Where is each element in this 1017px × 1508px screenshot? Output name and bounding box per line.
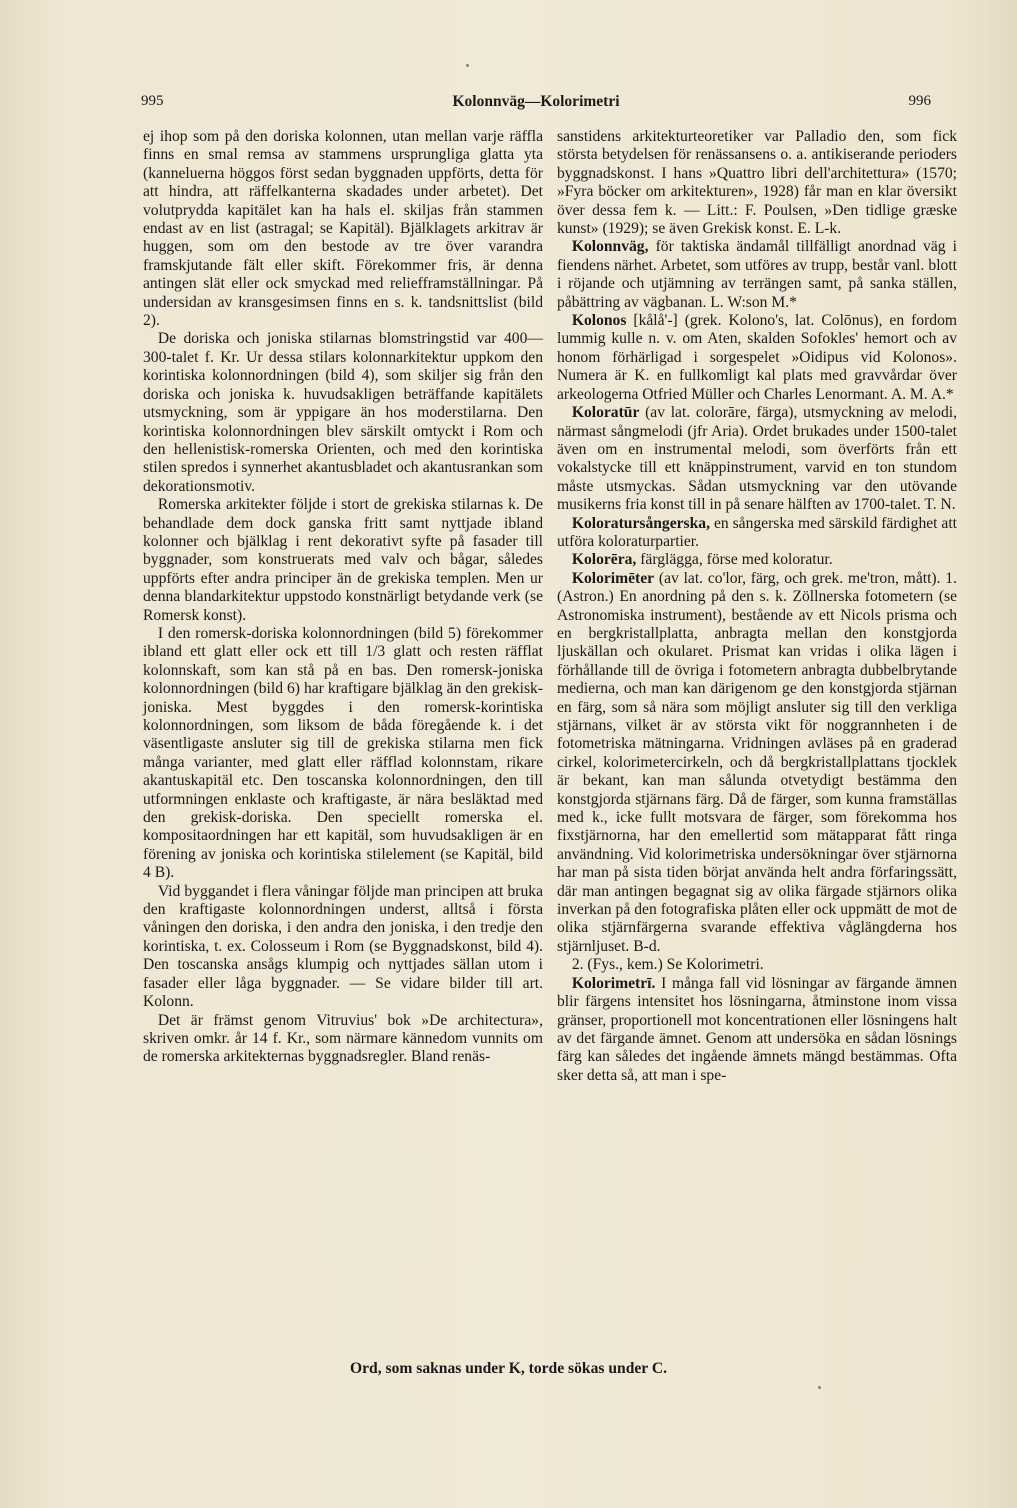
paragraph (557, 312, 957, 404)
entry-text: [kålå'-] (grek. Kolono's, lat. Colōnus), en fordom lummig kulle n. v. om Aten, skalden Sofokles' hemort och av honom förhärligad i sorgespelet »Oidipus vid Kolonos». Numera är K. en fullkomligt kal plats med gravvårdar över arkeologerna Otfried Müller och Charles Lenormant. A. M. A.* (557, 312, 958, 403)
paper-speck (818, 1386, 821, 1389)
entry-text: (av lat. co'lor, färg, och grek. me'tron, mått). 1. (Astron.) En anordning på den s. k. Zöllnerska fotometern (se Astronomiska instrument), bestående av ett Nicols prisma och en bergkristallplatta, anbragta mellan den konstgjorda ljuskällan och okularet. Prismat kan vridas i olika lägen i förhållande till de övriga i fotometern anbragta dubbelbrytande medierna, och man kan därigenom ge den konstgjorda stjärnan en färg, som så nära som möjligt ansluter sig till den verkliga stjärnans, vilket är av största vikt för noggrannheten i de fotometriska mätningarna. Vridningen avläses på en graderad cirkel, kolorimetercirkeln, och då bergkristallplattans tjocklek är bekant, kan man sålunda otvetydigt bestämma den konstgjorda stjärnans färg. Då de färger, som kunna framställas med k., icke fullt motsvara de färger, som förekomma hos fixstjärnorna, har den emellertid som mätapparat fått ringa användning. Vid kolorimetriska undersökningar över stjärnorna har man på sista tiden börjat använda helt andra förfaringssätt, där man antingen begagnat sig av olika färgade stjärnors olika inverkan på den fotografiska plåten eller ock uppmätt de mot de olika stjärnfärgerna svarande effektiva våglängderna hos stjärnljuset. B-d. (557, 569, 957, 955)
entry-headword: Koloratūr (571, 404, 640, 422)
entry-text: De doriska och joniska stilarnas blomstringstid var 400—300-talet f. Kr. Ur dessa stilars kolonnarkitektur uppkom den korintiska kolonnordningen (bild 4), som skiljer sig från den doriska och joniska k. huvudsakligen beträffande kapitälets utsmyckning, som är yppigare än hos moderstilarna. Den korintiska kolonnordningen blev särskilt omtyckt i Rom och den hellenistisk-romerska Orienten, och med den korintiska stilen spredos i synnerhet akantusbladet och akantusrankan som dekorationsmotiv. (143, 330, 543, 495)
paragraph (557, 238, 957, 312)
paragraph (143, 883, 543, 1012)
right-column (557, 128, 957, 1085)
entry-text: Romerska arkitekter följde i stort de grekiska stilarnas k. De behandlade dem dock ganska fritt samt nyttjade ibland kolonner och bjälklag i rent dekorativt syfte på fasader till byggnader, som konstruerats med valv och bågar, således uppförts efter andra principer än de grekiska templen. Men ur denna blandarkitektur uppstodo konstnärligt betydande verk (se Romersk konst). (143, 496, 543, 624)
paragraph (143, 496, 543, 625)
entry-headword: Kolonnväg, (571, 238, 649, 256)
entry-text: 2. (Fys., kem.) Se Kolorimetri. (571, 956, 764, 974)
paragraph (557, 975, 957, 1085)
paragraph (143, 330, 543, 496)
entry-text: för taktiska ändamål tillfälligt anordnad väg i fiendens närhet. Arbetet, som utföres av trupp, består vanl. blott i röjande och utjämning av terrängen samt, på sanka ställen, påbättring av vägbanan. L. W:son M.* (557, 238, 957, 311)
paragraph (143, 625, 543, 883)
page-number-left: 995 (141, 93, 164, 109)
entry-text: (av lat. colorāre, färga), utsmyckning av melodi, närmast sångmelodi (jfr Aria). Ordet brukades under 1500-talet även om en instrumental melodi, som överförts från ett vokalstycke till ett knäppinstrument, varvid en ton stundom måste utsmyckas. Sådan utsmyckning var den utövande musikerns fria konst till in på senare hälften av 1700-talet. T. N. (557, 404, 957, 514)
entry-headword: Kolorēra, (571, 551, 637, 569)
left-column (143, 128, 543, 1067)
running-header (141, 93, 931, 115)
paragraph (143, 128, 543, 330)
paragraph (557, 956, 957, 974)
paragraph (143, 1012, 543, 1067)
running-title: Kolonnväg—Kolorimetri (452, 93, 620, 110)
paragraph (557, 551, 957, 569)
entry-text: I den romersk-doriska kolonnordningen (bild 5) förekommer ibland ett glatt eller ock ett till 1/3 glatt och resten räfflat kolonnskaft, som kan stå på en bas. Den romersk-joniska kolonnordningen (bild 6) har kraftigare bjälklag än den grekisk-joniska. Mest byggdes i den romersk-korintiska kolonnordningen, som liksom de båda föregående k. i det väsentligaste ansluter sig till de grekiska stilarna men fick många varianter, med glatt eller räfflad kolonnstam, rikare akantuskapitäl etc. Den toscanska kolonnordningen, den till utformningen enklaste och kraftigaste, är nära besläktad med den grekisk-doriska. Den speciellt romerska el. kompositaordningen har ett kapitäl, som huvudsakligen är en förening av joniska och korintiska stilelement (se Kapitäl, bild 4 B). (143, 624, 543, 882)
paragraph (557, 128, 957, 238)
entry-headword: Kolonos (571, 312, 627, 330)
entry-text: färglägga, förse med koloratur. (640, 551, 833, 569)
entry-text: en sångerska med särskild färdighet att utföra koloraturpartier. (557, 514, 958, 550)
paragraph (557, 404, 957, 514)
entry-headword: Koloratursångerska, (571, 514, 710, 532)
entry-text: Vid byggandet i flera våningar följde man principen att bruka den kraftigaste kolonnordningen underst, alltså i första våningen den doriska, i den andra den joniska, i den tredje den korintiska, t. ex. Colosseum i Rom (se Byggnadskonst, bild 4). Den toscanska ansågs klumpig och nyttjades sällan utom i fasader eller låga byggnader. — Se vidare bilder till art. Kolonn. (143, 882, 543, 1011)
paper-speck (466, 64, 469, 67)
entry-text: Det är främst genom Vitruvius' bok »De architectura», skriven omkr. år 14 f. Kr., som närmare kännedom vunnits om de romerska arkitekternas byggnadsregler. Bland renäs- (143, 1011, 543, 1066)
page-number-right: 996 (908, 93, 931, 109)
footer-note: Ord, som saknas under K, torde sökas under C. (350, 1360, 667, 1377)
entry-text: I många fall vid lösningar av färgande ämnen blir färgens intensitet hos lösningarna, åtminstone inom vissa gränser, proportionell mot koncentrationen eller lösningens halt av det färgande ämnet. Genom att undersöka en sådan lösnings färg kan således det ingående ämnets mängd bestämmas. Ofta sker detta så, att man i spe- (557, 974, 957, 1084)
entry-headword: Kolorimēter (571, 569, 655, 587)
entry-text: sanstidens arkitekturteoretiker var Palladio den, som fick största betydelsen för renässansens o. a. antikiserande perioders byggnadskonst. I hans »Quattro libri dell'architettura» (1570; »Fyra böcker om arkitekturen», 1928) får man en klar översikt över dessa fem k. — Litt.: F. Poulsen, »Den tidlige græske kunst» (1929); se även Grekisk konst. E. L-k. (557, 128, 957, 238)
entry-headword: Kolorimetrī. (571, 974, 656, 992)
paragraph (557, 515, 957, 552)
entry-text: ej ihop som på den doriska kolonnen, utan mellan varje räffla finns en smal remsa av stammens ursprungliga glatta yta (kanneluerna höggos först sedan byggnaden uppförts, detta för att hindra, att räffelkanterna skadades under arbetet). Det volutprydda kapitälet kan ha hals el. skiljas från stammen endast av en list (astragal; se Kapitäl). Bjälklagets arkitrav är huggen, som om den bestode av tre över varandra framskjutande fält eller skift. Förekommer fris, är denna antingen slät eller ock smyckad med reliefframställningar. På undersidan av kransgesimsen finns en s. k. tandsnittslist (bild 2). (143, 128, 543, 330)
paragraph (557, 570, 957, 957)
